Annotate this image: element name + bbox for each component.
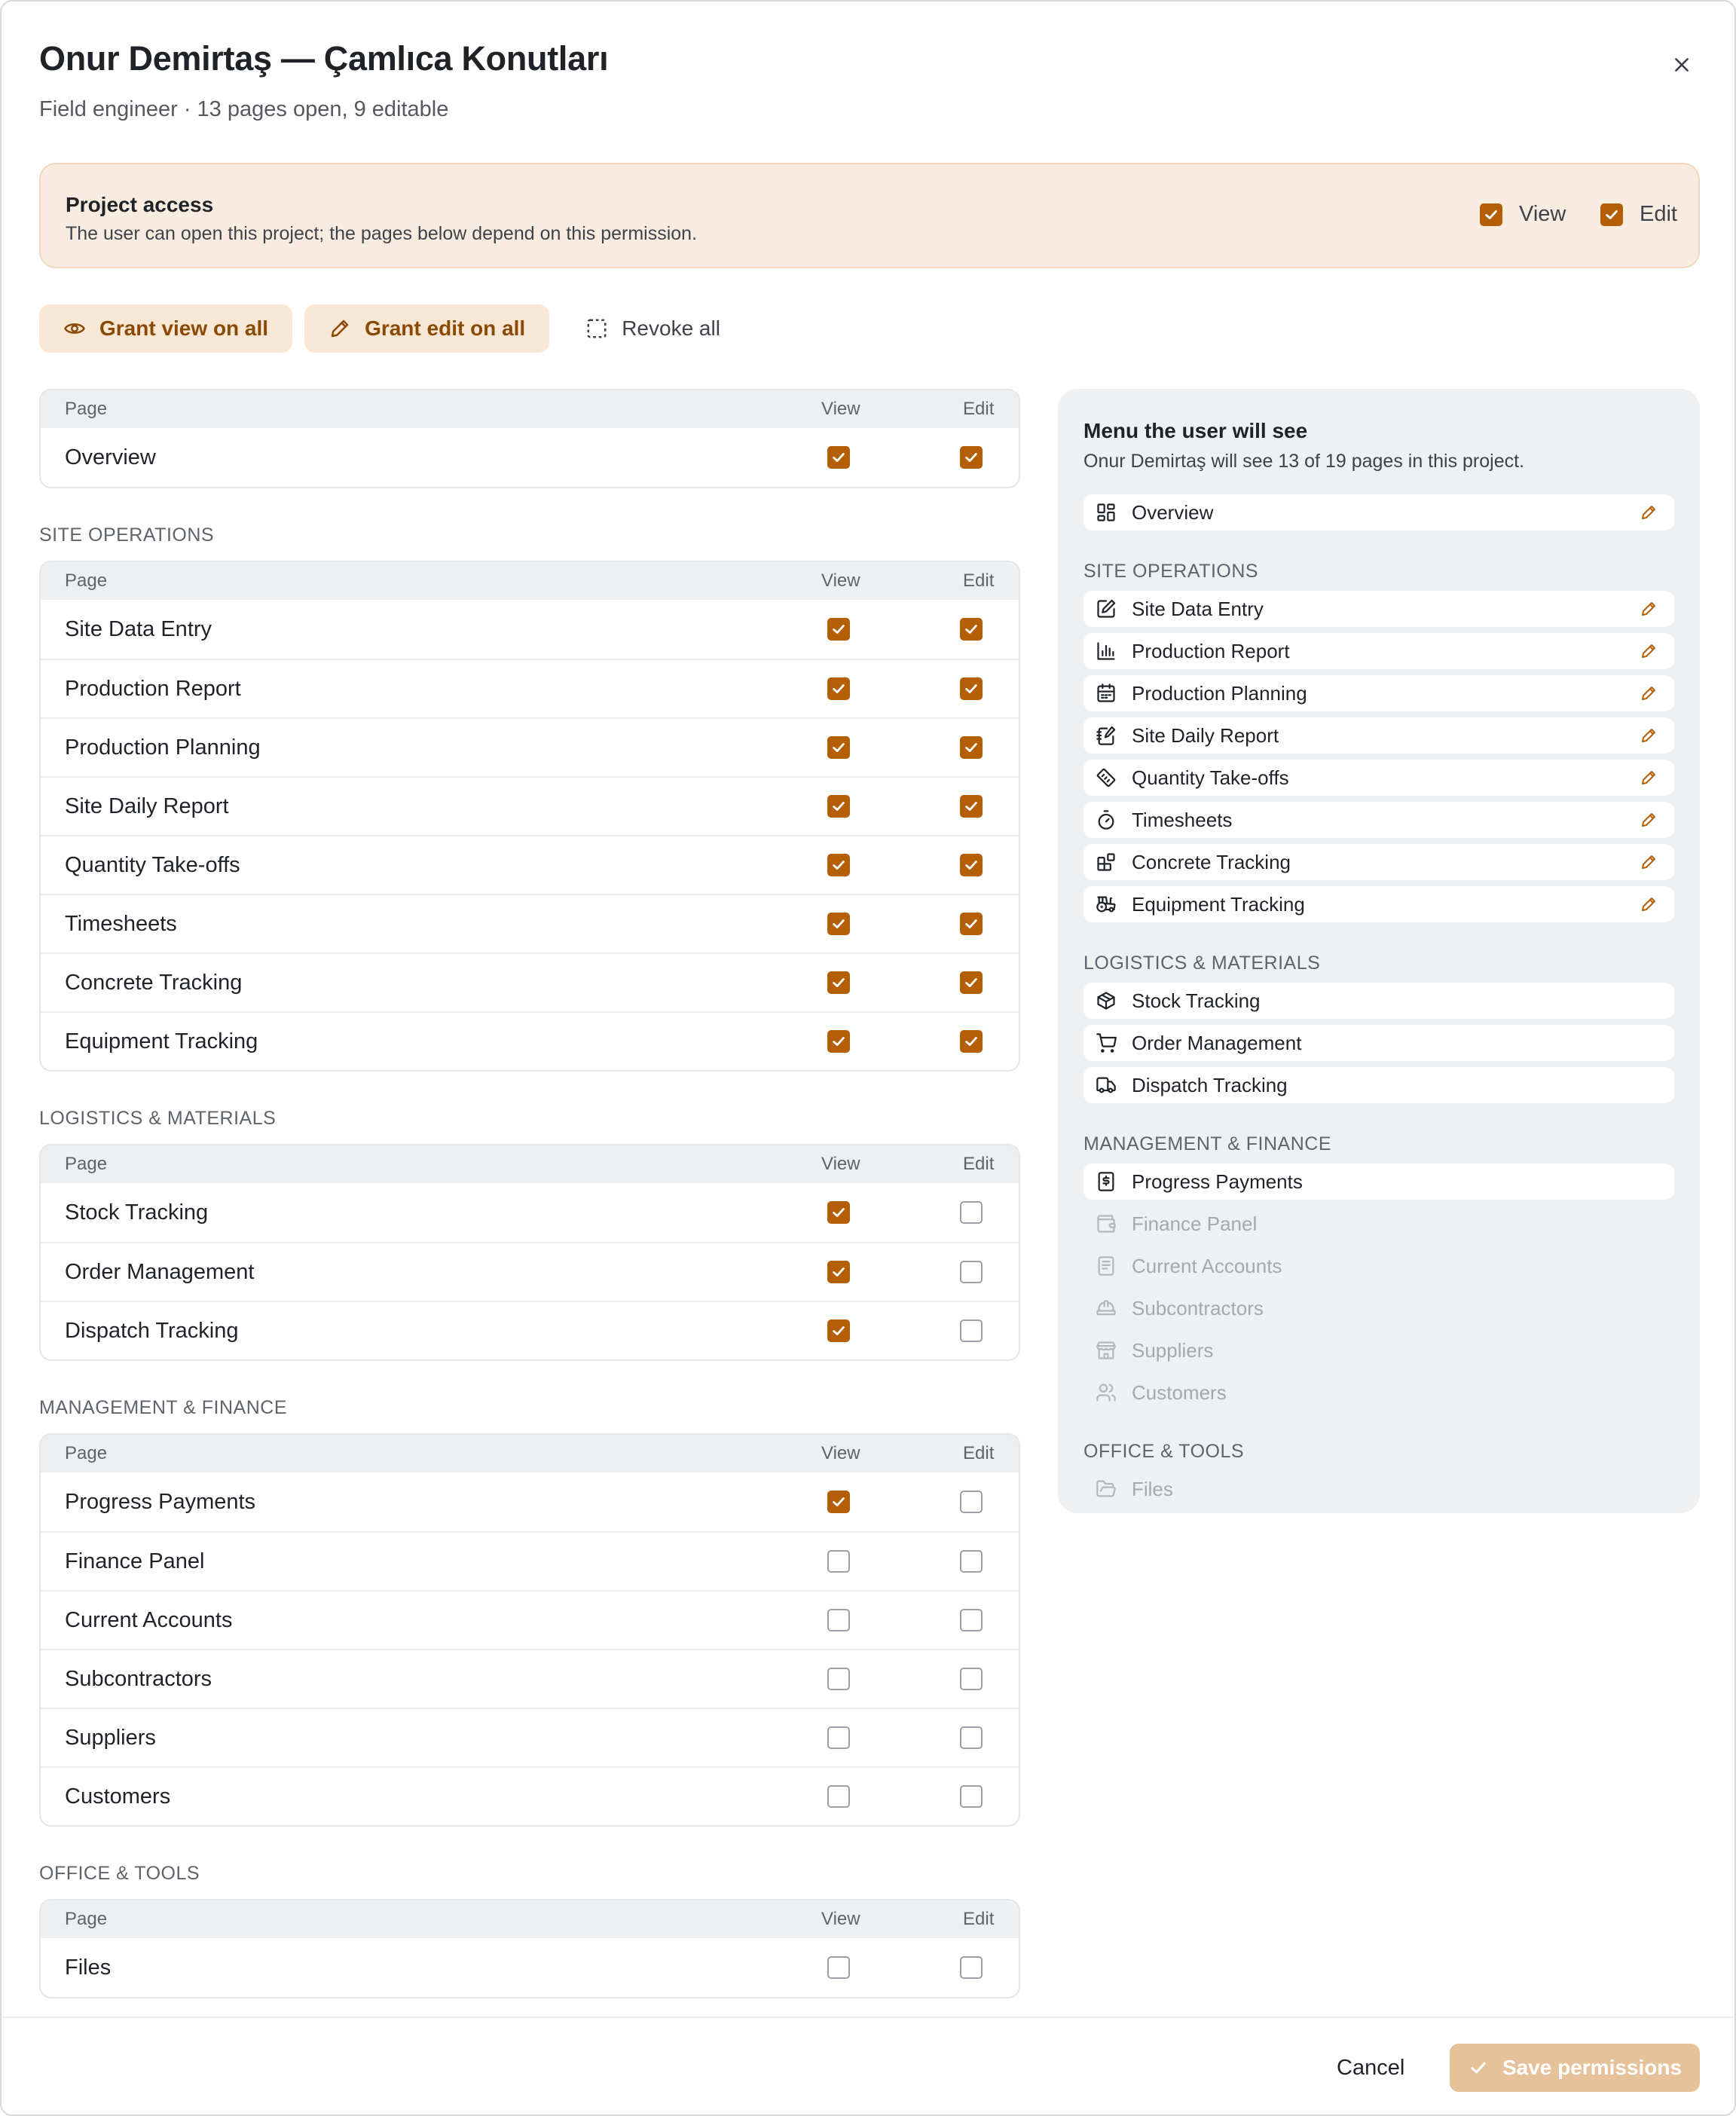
pencil-icon [1640,769,1658,787]
section-label: LOGISTICS & MATERIALS [39,1108,277,1129]
menu-item-label: Progress Payments [1132,1170,1303,1193]
view-checkbox[interactable] [827,736,850,759]
users-icon [1096,1382,1117,1403]
table-header [41,1145,1019,1183]
menu-item-label: Quantity Take-offs [1132,766,1289,789]
edit-checkbox[interactable] [960,1609,983,1631]
project-view-checkbox[interactable] [1480,203,1502,226]
view-checkbox[interactable] [827,1726,850,1749]
table-row [41,600,1019,659]
revoke-all-button[interactable] [561,304,744,353]
pencil-icon [1640,642,1658,660]
menu-item-label: Finance Panel [1132,1212,1258,1235]
project-edit-toggle[interactable] [1600,202,1677,227]
menu-item-label: Concrete Tracking [1132,850,1291,873]
page-name: Files [65,1955,112,1980]
view-checkbox[interactable] [827,1030,850,1053]
edit-checkbox[interactable] [960,854,983,876]
page-name: Subcontractors [65,1666,212,1691]
view-checkbox[interactable] [827,1319,850,1342]
column-header-page: Page [65,570,108,591]
page-name: Dispatch Tracking [65,1318,239,1343]
ledger-icon [1096,1255,1117,1277]
menu-item-progress-payments [1083,1163,1674,1200]
bar-chart-icon [1096,641,1117,662]
page-name: Customers [65,1784,171,1809]
dashboard-icon [1096,502,1117,523]
section-office-and-tools [39,1863,1020,1998]
eye-icon [63,317,86,340]
permissions-table [39,1144,1020,1361]
view-checkbox[interactable] [827,1201,850,1224]
project-access-banner [39,163,1700,268]
page-name: Equipment Tracking [65,1029,258,1053]
permissions-table [39,1899,1020,1998]
menu-preview-description: Onur Demirtaş will see 13 of 19 pages in this project. [1083,451,1524,472]
menu-item-label: Current Accounts [1132,1254,1282,1277]
menu-item-stock-tracking [1083,983,1674,1019]
project-view-label: View [1519,202,1566,226]
menu-preview-panel [1058,389,1700,1513]
table-row [41,1590,1019,1649]
store-icon [1096,1340,1117,1361]
column-header-view: View [821,1909,860,1929]
table-row [41,1766,1019,1825]
table-row [41,1938,1019,1997]
edit-checkbox[interactable] [960,1030,983,1053]
menu-item-label: Suppliers [1132,1338,1214,1362]
page-permissions-list [39,389,1020,1998]
edit-checkbox[interactable] [960,1550,983,1573]
project-edit-label: Edit [1640,202,1677,226]
section-label: MANAGEMENT & FINANCE [39,1397,288,1418]
section-label: OFFICE & TOOLS [39,1863,200,1884]
view-checkbox[interactable] [827,1550,850,1573]
table-row [41,1183,1019,1242]
pencil-icon [1640,684,1658,702]
menu-item-label: Customers [1132,1381,1227,1404]
permissions-table [39,389,1020,488]
grant-edit-all-label: Grant edit on all [365,316,526,340]
menu-item-suppliers [1083,1332,1674,1368]
folder-open-icon [1096,1478,1117,1500]
calendar-icon [1096,683,1117,704]
column-header-view: View [821,1443,860,1463]
menu-item-site-data-entry [1083,591,1674,627]
view-checkbox[interactable] [827,1668,850,1690]
view-checkbox[interactable] [827,1491,850,1513]
edit-checkbox[interactable] [960,446,983,469]
view-checkbox[interactable] [827,677,850,700]
edit-checkbox[interactable] [960,736,983,759]
square-dashed-icon [585,317,608,340]
column-header-edit: Edit [963,1909,995,1929]
menu-item-label: Timesheets [1132,808,1233,831]
hard-hat-icon [1096,1298,1117,1319]
edit-checkbox[interactable] [960,1785,983,1808]
close-icon [1672,55,1692,75]
revoke-all-label: Revoke all [622,316,720,340]
menu-item-customers [1083,1374,1674,1411]
edit-checkbox[interactable] [960,1261,983,1283]
section-label: SITE OPERATIONS [39,524,215,546]
menu-item-order-management [1083,1025,1674,1061]
page-name: Timesheets [65,911,177,936]
section-logistics-and-materials [39,1108,1020,1361]
table-row [41,776,1019,835]
menu-item-dispatch-tracking [1083,1067,1674,1103]
view-checkbox[interactable] [827,795,850,818]
view-checkbox[interactable] [827,913,850,935]
project-edit-checkbox[interactable] [1600,203,1623,226]
pencil-icon [1640,600,1658,618]
menu-item-equipment-tracking [1083,886,1674,922]
edit-checkbox[interactable] [960,1201,983,1224]
menu-item-timesheets [1083,802,1674,838]
project-access-title: Project access [66,193,214,216]
edit-checkbox[interactable] [960,971,983,994]
permissions-table [39,1433,1020,1827]
close-button[interactable] [1665,48,1698,81]
view-checkbox[interactable] [827,446,850,469]
notebook-pen-icon [1096,725,1117,746]
page-name: Site Daily Report [65,794,229,818]
table-row [41,1472,1019,1531]
edit-form-icon [1096,598,1117,619]
table-row [41,1011,1019,1070]
menu-item-label: Site Daily Report [1132,723,1279,747]
table-header [41,1435,1019,1472]
menu-item-site-daily-report [1083,717,1674,754]
table-row [41,717,1019,776]
table-row [41,428,1019,487]
page-name: Overview [65,445,156,469]
ruler-icon [1096,767,1117,788]
section-site-operations [39,524,1020,1072]
edit-checkbox[interactable] [960,1668,983,1690]
grant-view-all-label: Grant view on all [99,316,269,340]
menu-section-logistics-and-materials: LOGISTICS & MATERIALS [1083,953,1321,974]
pencil-icon [1640,503,1658,521]
pencil-icon [329,317,351,340]
project-access-description: The user can open this project; the pages below depend on this permission. [66,223,698,244]
menu-item-production-planning [1083,675,1674,711]
view-checkbox[interactable] [827,971,850,994]
table-header [41,562,1019,600]
column-header-edit: Edit [963,399,995,419]
page-name: Production Report [65,676,241,701]
save-permissions-button[interactable] [1450,2044,1700,2092]
column-header-page: Page [65,399,108,419]
menu-section-management-and-finance: MANAGEMENT & FINANCE [1083,1133,1332,1154]
page-name: Suppliers [65,1725,156,1750]
menu-item-finance-panel [1083,1206,1674,1242]
edit-checkbox[interactable] [960,795,983,818]
table-row [41,1301,1019,1359]
cancel-button[interactable]: Cancel [1337,2056,1405,2080]
edit-checkbox[interactable] [960,1319,983,1342]
view-checkbox[interactable] [827,854,850,876]
edit-checkbox[interactable] [960,1956,983,1979]
check-icon [1468,2057,1489,2078]
bulk-actions-toolbar [39,304,744,353]
dialog-footer [2,2017,1736,2116]
edit-checkbox[interactable] [960,1726,983,1749]
table-header [41,390,1019,428]
menu-section-site-operations: SITE OPERATIONS [1083,561,1259,582]
menu-item-subcontractors [1083,1290,1674,1326]
receipt-dollar-icon [1096,1171,1117,1192]
table-header [41,1900,1019,1938]
blocks-icon [1096,852,1117,873]
menu-item-label: Stock Tracking [1132,989,1261,1012]
page-name: Current Accounts [65,1607,233,1632]
table-row [41,659,1019,717]
wallet-icon [1096,1213,1117,1234]
grant-edit-all-button[interactable] [304,304,549,353]
table-row [41,1649,1019,1708]
column-header-edit: Edit [963,1443,995,1463]
dialog-title: Onur Demirtaş — Çamlıca Konutları [39,39,609,78]
package-icon [1096,990,1117,1011]
menu-section-office-and-tools: OFFICE & TOOLS [1083,1441,1245,1462]
view-checkbox[interactable] [827,1609,850,1631]
menu-item-overview [1083,494,1674,531]
page-name: Progress Payments [65,1489,256,1514]
column-header-page: Page [65,1909,108,1929]
section-management-and-finance [39,1397,1020,1827]
truck-icon [1096,1075,1117,1096]
page-name: Order Management [65,1259,255,1284]
table-row [41,1242,1019,1301]
table-row [41,1708,1019,1766]
tractor-icon [1096,894,1117,915]
pencil-icon [1640,853,1658,871]
menu-item-label: Files [1132,1477,1173,1500]
timer-icon [1096,809,1117,830]
menu-preview-title: Menu the user will see [1083,419,1308,442]
pencil-icon [1640,895,1658,913]
edit-checkbox[interactable] [960,677,983,700]
column-header-view: View [821,399,860,419]
column-header-page: Page [65,1154,108,1174]
page-name: Site Data Entry [65,616,212,641]
column-header-view: View [821,570,860,591]
menu-item-current-accounts [1083,1248,1674,1284]
view-checkbox[interactable] [827,1261,850,1283]
page-name: Stock Tracking [65,1200,209,1225]
section-general [39,389,1020,488]
menu-item-quantity-take-offs [1083,760,1674,796]
page-name: Quantity Take-offs [65,852,240,877]
table-row [41,835,1019,894]
menu-item-label: Production Planning [1132,681,1307,705]
menu-item-label: Equipment Tracking [1132,892,1305,916]
page-name: Production Planning [65,735,261,760]
menu-item-files [1083,1471,1674,1507]
edit-checkbox[interactable] [960,913,983,935]
project-view-toggle[interactable] [1480,202,1566,227]
grant-view-all-button[interactable] [39,304,292,353]
permissions-table [39,561,1020,1072]
save-permissions-label: Save permissions [1502,2056,1683,2079]
table-row [41,894,1019,953]
column-header-page: Page [65,1443,108,1463]
pencil-icon [1640,726,1658,745]
menu-item-production-report [1083,633,1674,669]
menu-item-label: Subcontractors [1132,1296,1264,1319]
page-name: Finance Panel [65,1549,205,1573]
menu-item-label: Dispatch Tracking [1132,1073,1288,1096]
edit-checkbox[interactable] [960,1491,983,1513]
dialog-subtitle: Field engineer · 13 pages open, 9 editable [39,97,449,121]
menu-item-label: Overview [1132,500,1214,524]
menu-item-label: Production Report [1132,639,1290,662]
view-checkbox[interactable] [827,618,850,641]
pencil-icon [1640,811,1658,829]
column-header-edit: Edit [963,570,995,591]
table-row [41,953,1019,1011]
view-checkbox[interactable] [827,1956,850,1979]
view-checkbox[interactable] [827,1785,850,1808]
menu-item-concrete-tracking [1083,844,1674,880]
menu-item-label: Site Data Entry [1132,597,1264,620]
page-name: Concrete Tracking [65,970,243,995]
table-row [41,1531,1019,1590]
column-header-view: View [821,1154,860,1174]
cart-icon [1096,1032,1117,1053]
edit-checkbox[interactable] [960,618,983,641]
column-header-edit: Edit [963,1154,995,1174]
menu-item-label: Order Management [1132,1031,1302,1054]
